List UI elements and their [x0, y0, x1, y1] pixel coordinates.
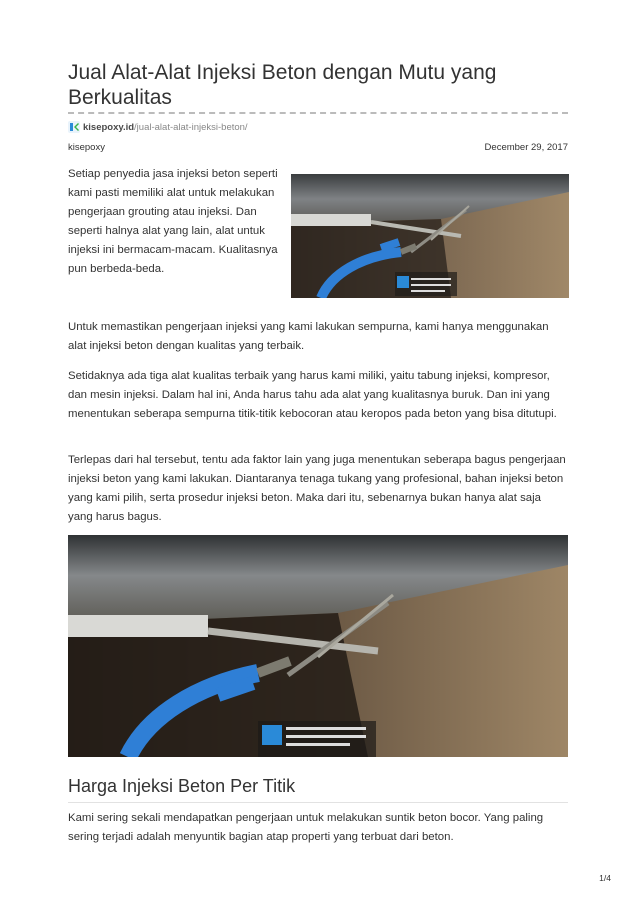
paragraph-3: Setidaknya ada tiga alat kualitas terbaik yang harus kami miliki, yaitu tabung injeksi, kompresor, dan mesin injeksi. Dalam hal ini, Anda harus tahu ada alat yang kualitasnya buruk. Dan ini yang menentukan seberapa sempurna titik-titik kebocoran atau keropos pada beton yang bisa ditutupi. — [68, 370, 557, 420]
paragraph-5: Kami sering sekali mendapatkan pengerjaan untuk melakukan suntik beton bocor. Yang paling sering terjadi adalah menyuntik bagian atap properti yang terbuat dari beton. — [68, 812, 544, 843]
article-title: Jual Alat-Alat Injeksi Beton dengan Mutu yang Berkualitas — [68, 61, 497, 109]
injection-tool-photo-large — [68, 535, 568, 757]
paragraph-4: Terlepas dari hal tersebut, tentu ada faktor lain yang juga menentukan seberapa bagus pengerjaan injeksi beton yang kami lakukan. Diantaranya tenaga tukang yang profesional, bahan injeksi beton yang kami pilih, serta prosedur injeksi beton. Maka dari itu, sebenarnya bukan hanya alat saja yang harus bagus. — [68, 454, 566, 523]
injection-tool-photo-small — [291, 174, 569, 298]
article-author: kisepoxy — [68, 142, 105, 153]
intro-paragraph: Setiap penyedia jasa injeksi beton seperti kami pasti memiliki alat untuk melakukan pengerjaan grouting atau injeksi. Dan seperti halnya alat yang lain, alat untuk injeksi ini bermacam-macam. Kualitasnya pun berbeda-beda. — [68, 168, 278, 275]
paragraph-2: Untuk memastikan pengerjaan injeksi yang kami lakukan sempurna, kami hanya menggunakan alat injeksi beton dengan kualitas yang terbaik. — [68, 321, 549, 352]
page-number: 1/4 — [599, 873, 611, 883]
title-divider — [68, 112, 568, 114]
source-domain[interactable]: kisepoxy.id — [83, 121, 135, 133]
source-path[interactable]: /jual-alat-alat-injeksi-beton/ — [134, 121, 248, 133]
kisepoxy-logo-icon — [68, 121, 80, 133]
section-divider — [68, 802, 568, 803]
section-heading: Harga Injeksi Beton Per Titik — [68, 776, 296, 796]
source-line — [68, 120, 248, 134]
article-date: December 29, 2017 — [484, 142, 568, 153]
